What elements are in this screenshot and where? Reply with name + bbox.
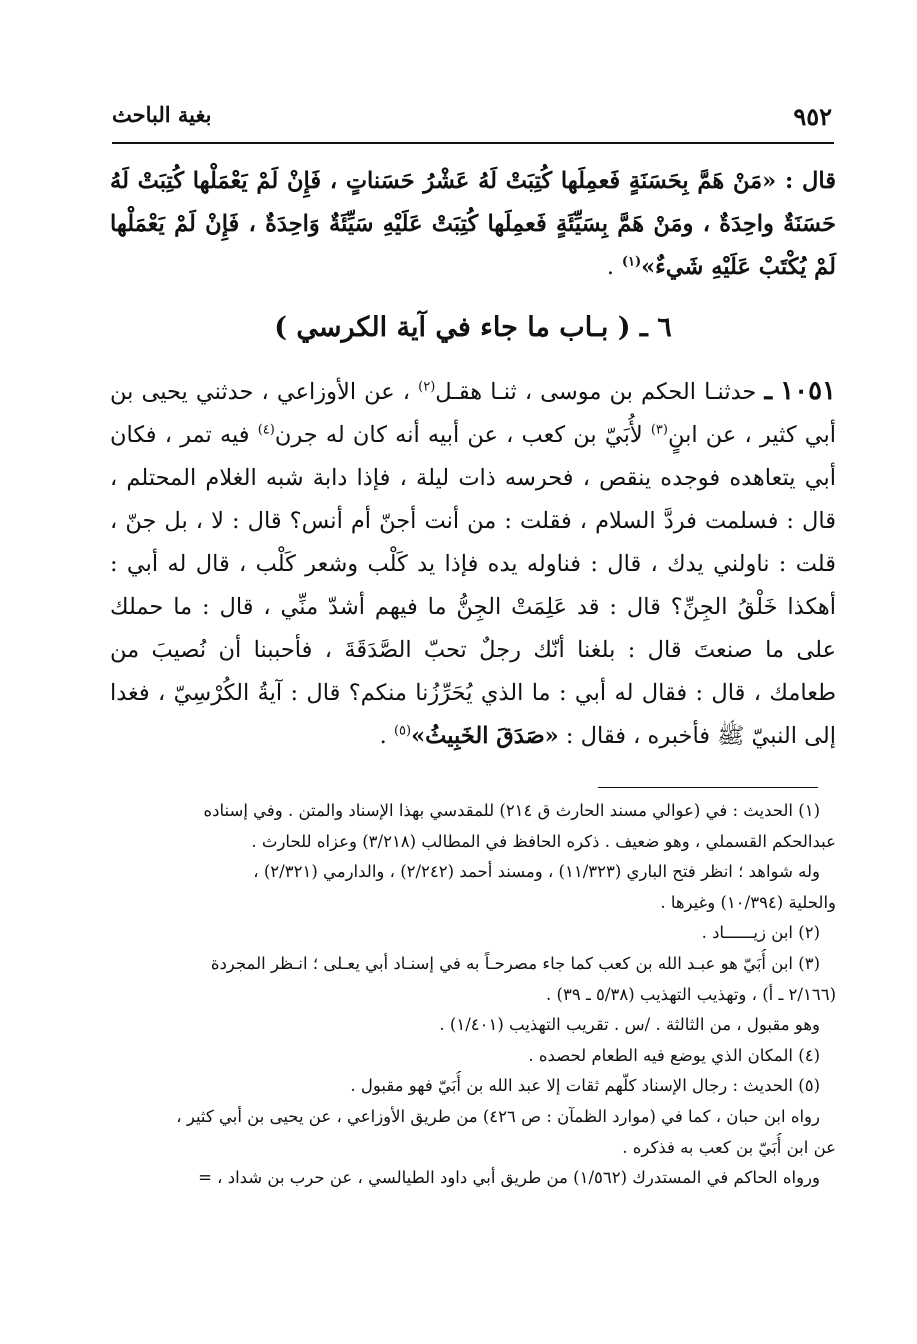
top-line-2: واحِدَةٌ ، ومَنْ هَمَّ بِسَيِّئَةٍ فَعمِلَها كُتِبَتْ عَلَيْهِ سَيِّئَةٌ وَاحِدَةٌ ، فَإِنْ لَمْ يَعْمَلْها لَمْ يُكْتَبْ عَلَيْهِ [110,211,836,280]
footnote-line: رواه ابن حبان ، كما في (موارد الظمآن : ص ٤٢٦) من طريق الأوزاعي ، عن يحيى بن أبي كثير ، [176,1106,820,1126]
footnote-line: (٣) ابن أُبَيّ هو عبـد الله بن كعب كما جاء مصرحـاً به في إسنـاد أبي يعـلى ؛ انـظر المجردة [210,953,820,973]
footnote-line: عبدالحكم القسملي ، وهو ضعيف . ذكره الحافظ في المطالب (٣/٢١٨) وعزاه للحارث . [251,831,836,851]
top-paragraph [110,160,836,289]
footnote-line: وهو مقبول ، من الثالثة . /س . تقريب التهذيب (١/٤٠١) . [439,1015,820,1035]
hadith-end-mark: . [379,723,387,749]
footnote-ref-1: (١) [621,254,642,270]
top-line-1: قال : «مَنْ هَمَّ بِحَسَنَةٍ فَعمِلَها كُتِبَتْ لَهُ عَشْرُ حَسَناتٍ ، فَإِنْ لَمْ يَعْمَلْها كُتِبَتْ لَهُ حَسَنَةٌ [110,168,836,237]
footnote-line: عن ابن أُبَيّ بن كعب به فذكره . [622,1137,836,1157]
footnote-ref-2: (٢) [418,379,436,395]
hadith-quote: «صَدَقَ الخَبِيثُ» [411,723,559,749]
footnote-ref-4: (٤) [257,422,275,438]
footnote-ref-5: (٥) [393,723,412,739]
top-end-mark: . [606,254,614,280]
footnote-line: (١) الحديث : في (عوالي مسند الحارث ق ٢١٤) للمقدسي بهذا الإسناد والمتن . وفي إسناده [203,801,820,820]
hadith-dash: ـ [764,376,773,406]
page-header [112,98,832,138]
hadith-seg-2: ، عن الأوزاعي ، حدثني يحيى بن أبي كثير ، عن ابنٍ [110,379,836,448]
hadith-paragraph [110,370,836,758]
hadith-seg-3: لأُبَيّ بن كعب ، عن أبيه أنه كان له جرن [274,422,651,448]
footnotes [110,796,836,1194]
footnote-line: ورواه الحاكم في المستدرك (١/٥٦٢) من طريق أبي داود الطيالسي ، عن حرب بن شداد ، = [198,1168,820,1188]
top-line-3: شَيءٌ» [641,254,704,280]
footnote-line: والحلية (١٠/٣٩٤) وغيرها . [660,892,836,912]
footnote-line: وله شواهد ؛ انظر فتح الباري (١١/٣٢٣) ، ومسند أحمد (٢/٢٤٢) ، والدارمي (٢/٣٢١) ، [253,862,820,882]
footnote-line: (٥) الحديث : رجال الإسناد كلّهم ثقات إلا عبد الله بن أُبَيّ فهو مقبول . [350,1076,820,1096]
hadith-seg-4: فيه تمر ، فكان أبي يتعاهده فوجده ينقص ، فحرسه ذات ليلة ، فإذا دابة شبه الغلام المحتلم ، قال : فسلمت فردَّ السلام ، فقلت : من أنت أجنّ أم أنس؟ قال : لا ، بل جنّ ، قلت : ناولني يدك ، قال : فناوله يده فإذا يد كَلْب وشعر كَلْب ، قال له أبي : أهكذا خَلْقُ الجِنِّ؟ قال : قد عَلِمَتْ الجِنُّ ما فيهم أشدّ منِّي ، قال : ما حملك على ما صنعتَ قال : بلغنا أنّك رجلٌ تحبّ الصَّدَقَةَ ، فأحببنا أن نُصيبَ من طعامك ، قال : فقال له أبي : ما الذي يُحَرِّزُنا منكم؟ قال : آيةُ الكُرْسِيّ ، فغدا إلى النبيّ ﷺ فأخبره ، فقال : [110,422,836,749]
footnote-line: (٢) ابن زيــــــاد . [701,923,820,943]
footnote-ref-3: (٣) [650,422,668,438]
running-title: بغية الباحث [112,102,212,127]
footnote-line: (٤) المكان الذي يوضع فيه الطعام لحصده . [528,1045,820,1065]
header-rule [112,142,834,144]
chapter-heading: ٦ ـ ( بـاب ما جاء في آية الكرسي ) [274,312,672,343]
page-number: ٩٥٢ [793,102,832,131]
hadith-number: ١٠٥١ [780,376,837,406]
hadith-seg-1: حدثنـا الحكم بن موسى ، ثنـا هقـل [435,379,757,405]
footnote-line: (٢/١٦٦ ـ أ) ، وتهذيب التهذيب (٥/٣٨ ـ ٣٩) . [546,984,836,1004]
footnote-rule [598,787,818,788]
